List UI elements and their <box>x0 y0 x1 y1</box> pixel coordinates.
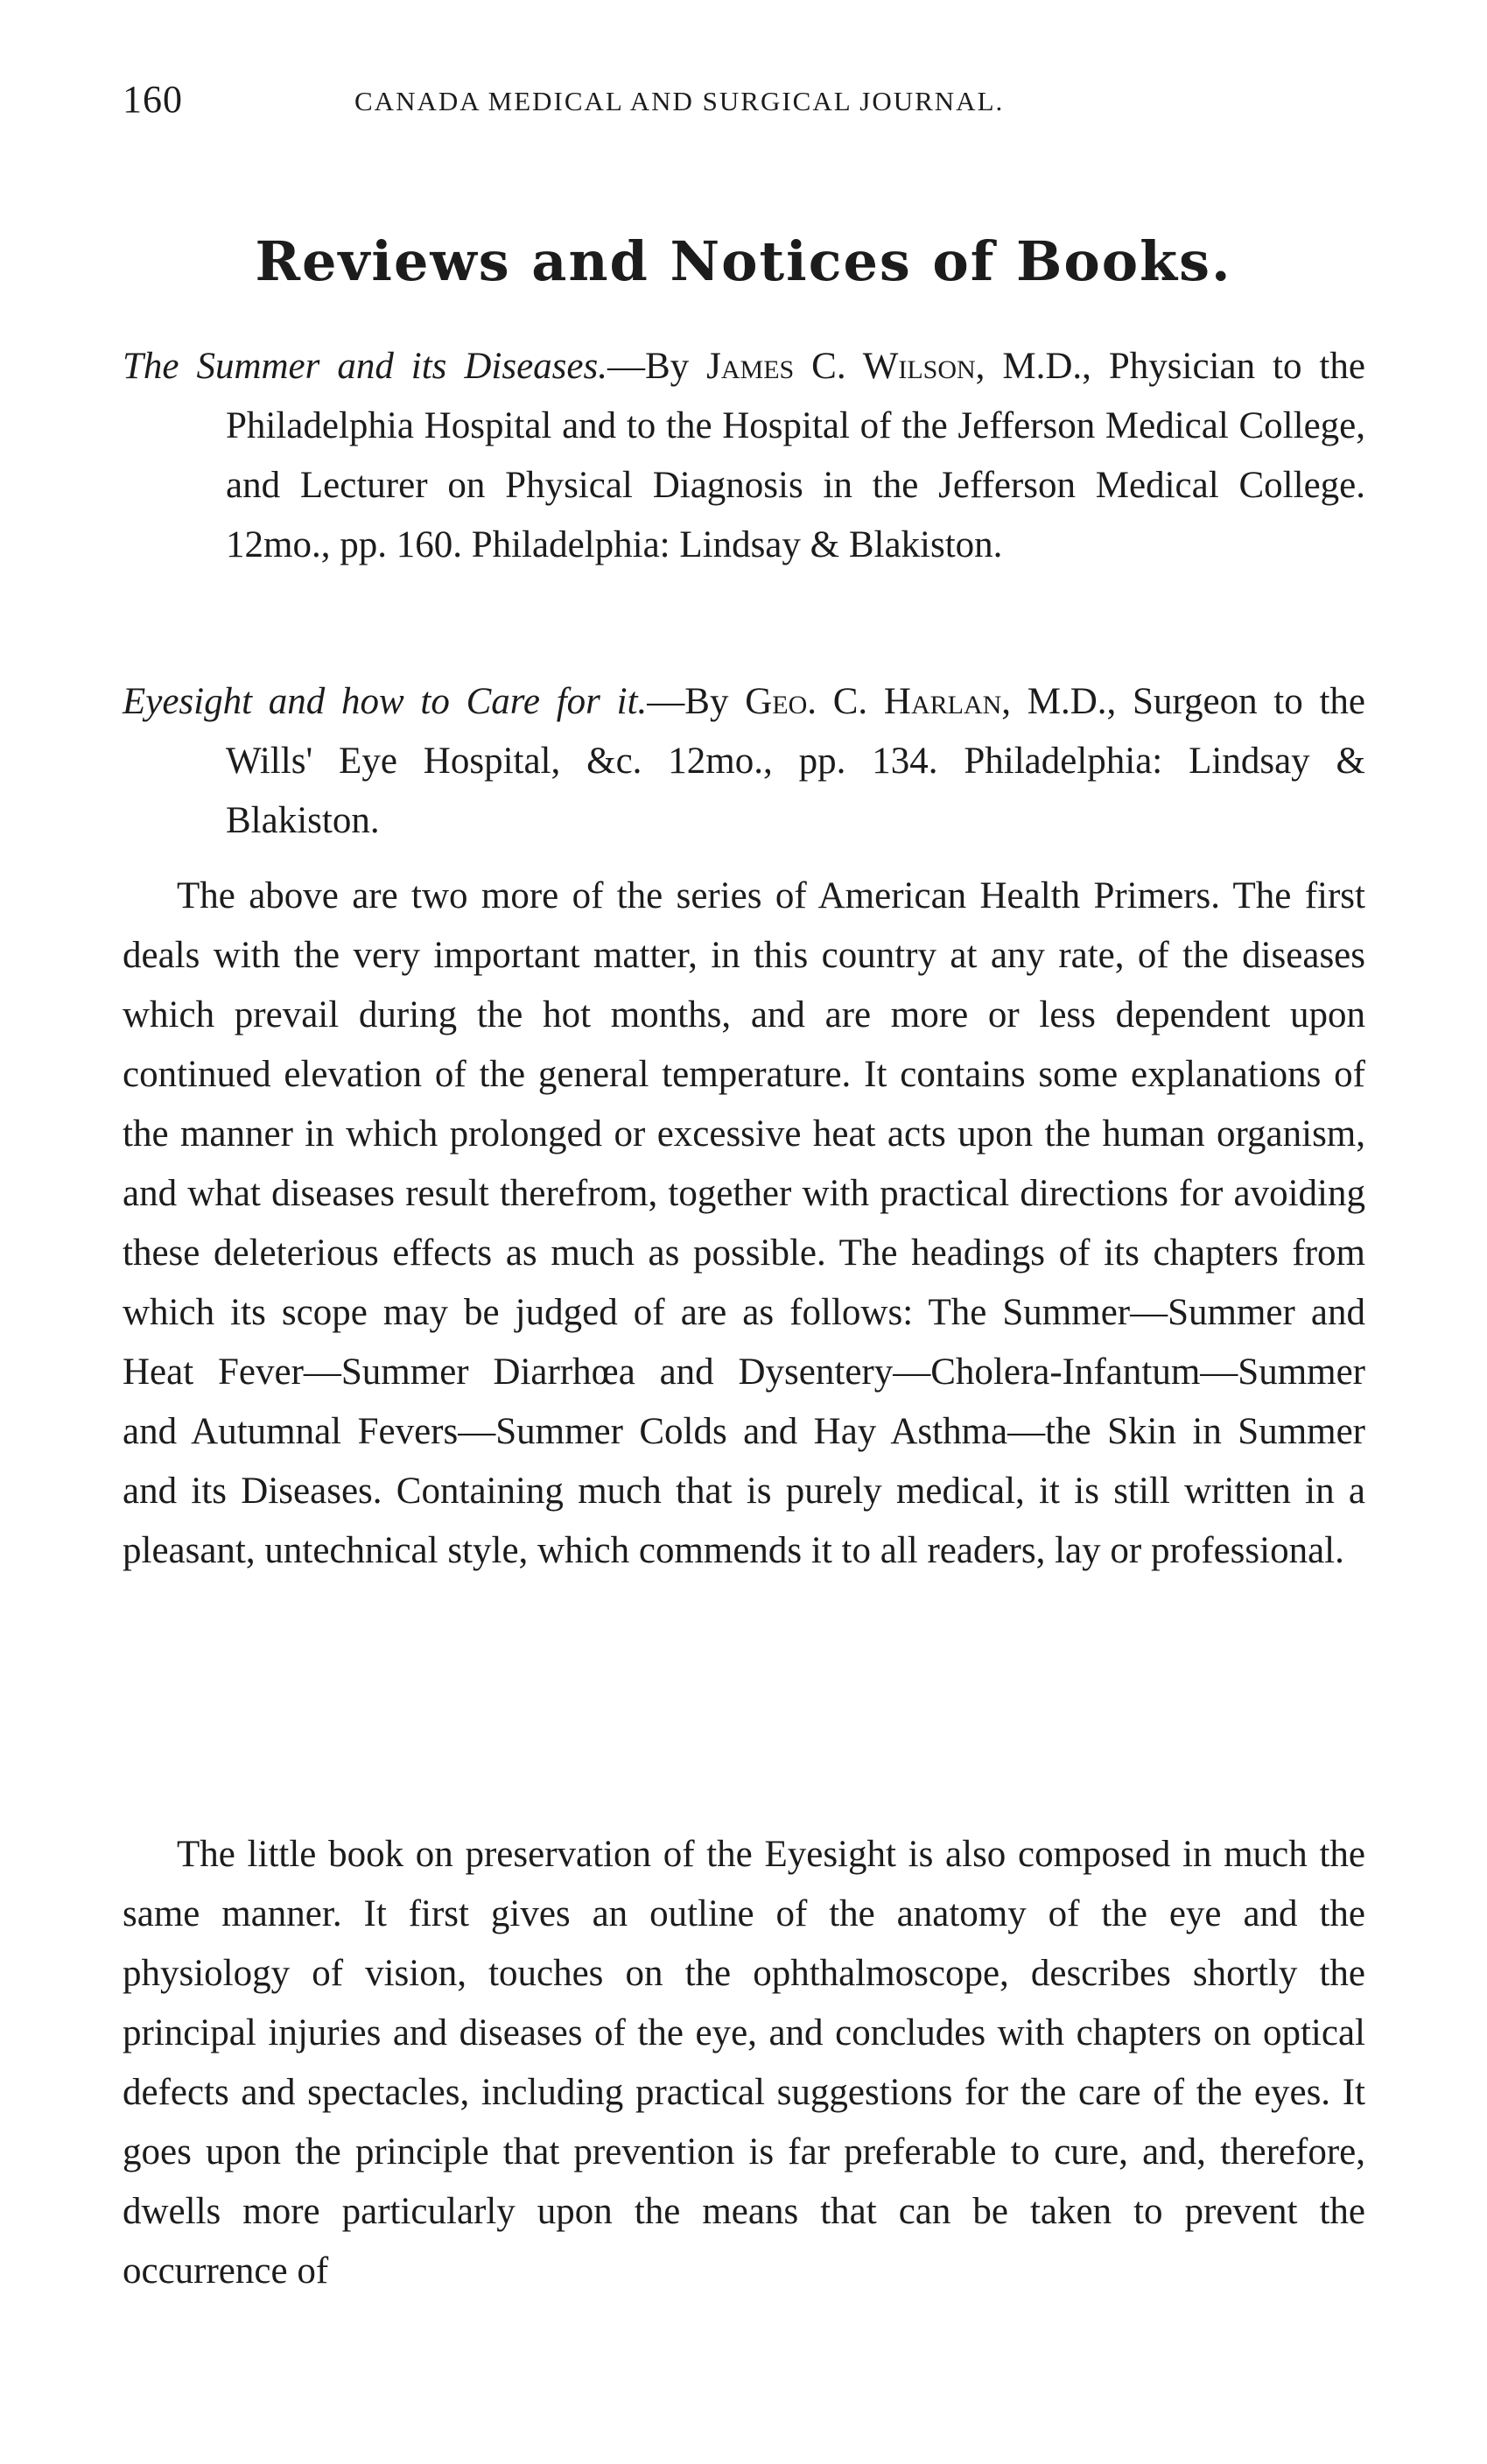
book-title: Eyesight and how to Care for it. <box>123 681 648 722</box>
book-entry-text <box>123 337 1365 575</box>
book-details: Surgeon to the Wills' Eye Hospital, &c. 12mo., pp. 134. Philadelphia: Lindsay & Blakiston. <box>226 681 1365 841</box>
book-entry-text <box>123 672 1365 851</box>
book-details: Physician to the Philadelphia Hospital and to the Hospital of the Jefferson Medical College, and Lecturer on Physical Diagnosis in the Jefferson Medical College. 12mo., pp. 160. Philadelphia: Lindsay & Blakiston. <box>226 346 1365 565</box>
book-author: Geo. C. Harlan, M.D., <box>745 681 1117 722</box>
review-paragraph: The above are two more of the series of American Health Primers. The first deals with the very important matter, in this country at any rate, of the diseases which prevail during the hot months, and are more or less dependent upon continued elevation of the general temperature. It contains some explanations of the manner in which prolonged or excessive heat acts upon the human organism, and what diseases result therefrom, together with practical directions for avoiding these deleterious effects as much as possible. The headings of its chapters from which its scope may be judged of are as follows: The Summer—Summer and Heat Fever—Summer Diarrhœa and Dysentery—Cholera-Infantum—Summer and Autumnal Fevers—Summer Colds and Hay Asthma—the Skin in Summer and its Diseases. Containing much that is purely medical, it is still written in a pleasant, untechnical style, which commends it to all readers, lay or professional. <box>123 875 1365 1571</box>
book-title: The Summer and its Diseases. <box>123 346 607 387</box>
review-body <box>123 867 1365 1581</box>
running-head <box>123 77 1365 130</box>
review-body <box>123 1825 1365 2301</box>
page-number: 160 <box>123 78 183 121</box>
entry-dash: —By <box>607 346 707 387</box>
journal-title: CANADA MEDICAL AND SURGICAL JOURNAL. <box>354 86 1005 116</box>
book-entry <box>123 337 1365 575</box>
book-entry <box>123 672 1365 851</box>
review-paragraph: The little book on preservation of the Eyesight is also composed in much the same manner. It first gives an outline of the anatomy of the eye and the physiology of vision, touches on the ophthalmoscope, describes shortly the principal injuries and diseases of the eye, and concludes with chapters on optical defects and spectacles, including practical suggestions for the care of the eyes. It goes upon the principle that prevention is far preferable to cure, and, therefore, dwells more particularly upon the means that can be taken to prevent the occurrence of <box>123 1834 1365 2292</box>
book-author: James C. Wilson, M.D., <box>706 346 1091 387</box>
entry-dash: —By <box>647 681 746 722</box>
section-heading: Reviews and Notices of Books. <box>255 229 1232 293</box>
